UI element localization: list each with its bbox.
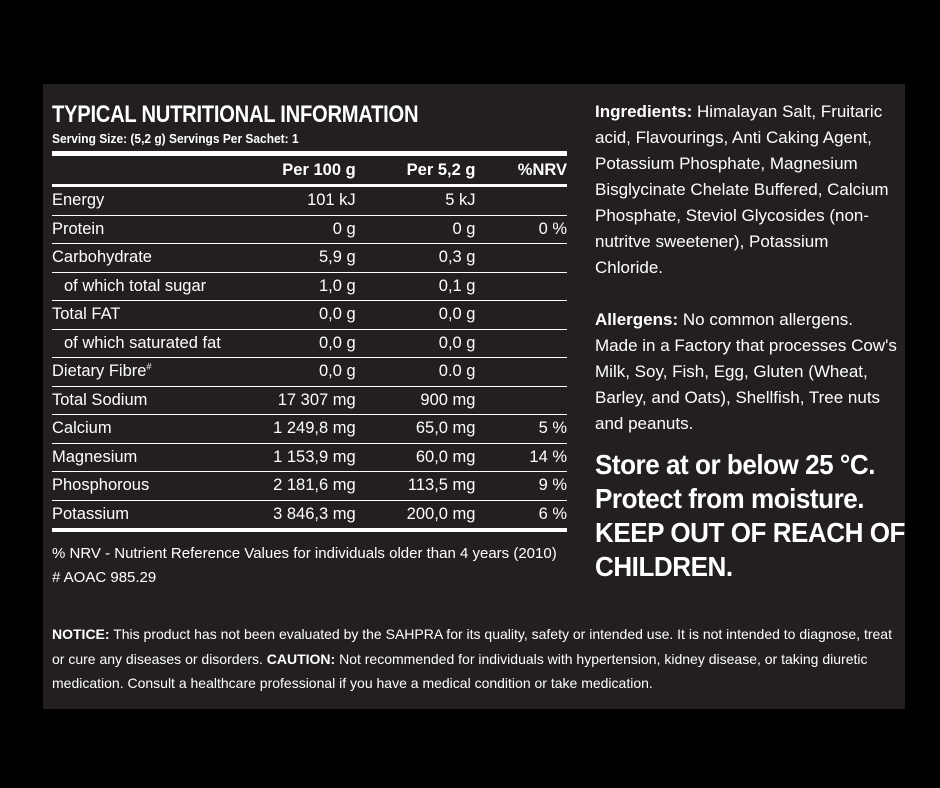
aoac-footnote: # AOAC 985.29: [52, 569, 157, 586]
nutrient-name: [52, 472, 257, 501]
table-row: [52, 472, 567, 501]
storage-line-1: Store at or below 25 °C.: [595, 449, 875, 480]
per-serving-value: 113,5 mg: [407, 476, 476, 495]
nutrition-section: [52, 100, 567, 590]
table-row: [52, 386, 567, 415]
per-serving-value: 0,0 g: [438, 305, 476, 324]
nutrient-label: Magnesium: [52, 447, 138, 466]
per-100g-value: 17 307 mg: [277, 390, 356, 409]
nutrient-name: [52, 215, 257, 244]
per-serving-value: 900 mg: [420, 390, 476, 409]
table-row: [52, 358, 567, 387]
per-serving-value: 65,0 mg: [415, 419, 476, 438]
allergens-text: No common allergens. Made in a Factory that processes Cow's Milk, Soy, Fish, Egg, Gluten (Wheat, Barley, and Oats), Shellfish, Tree nuts and peanuts.: [595, 310, 897, 433]
nutrient-name: [52, 358, 257, 387]
nutrient-name: [52, 500, 257, 530]
nutrient-name: [52, 386, 257, 415]
per-serving-value: 60,0 mg: [415, 447, 476, 466]
header-nutrient: [52, 154, 257, 186]
per-100g-value: 3 846,3 mg: [273, 504, 356, 523]
table-row: [52, 215, 567, 244]
per-100g-value: 0 g: [332, 219, 356, 238]
notice-block: [52, 622, 898, 696]
table-row: [52, 329, 567, 358]
nutrient-label: Total Sodium: [52, 390, 148, 409]
nutrition-title: TYPICAL NUTRITIONAL INFORMATION: [52, 101, 419, 128]
nutrient-name: [52, 329, 257, 358]
nrv-value: [475, 358, 567, 387]
per-100g-value: 0,0 g: [318, 333, 356, 352]
serving-size: Serving Size: (5,2 g) Servings Per Sachet: 1: [52, 131, 299, 146]
table-header-row: [52, 154, 567, 186]
per-100g-value: 101 kJ: [307, 191, 356, 210]
table-row: [52, 443, 567, 472]
nutrient-label: Calcium: [52, 419, 112, 438]
footnote-marker: #: [146, 361, 152, 372]
nutrient-name: [52, 415, 257, 444]
table-row: [52, 244, 567, 273]
per-100g-value: 1 153,9 mg: [273, 447, 356, 466]
per-serving-value: 0.0 g: [438, 362, 476, 381]
per-100g-value: 1 249,8 mg: [273, 419, 356, 438]
nutrient-name: [52, 301, 257, 330]
notice-text: This product has not been evaluated by the SAHPRA for its quality, safety or intended use. It is not intended to diagnose, treat or cure any diseases or disorders.: [52, 626, 892, 667]
nutrient-label: of which total sugar: [64, 276, 207, 295]
table-row: [52, 272, 567, 301]
per-100g-value: 1,0 g: [318, 276, 356, 295]
nrv-value: [475, 329, 567, 358]
nrv-value: 0 %: [538, 219, 567, 238]
storage-line-3: KEEP OUT OF REACH OF: [595, 517, 905, 548]
nrv-footnote: % NRV - Nutrient Reference Values for individuals older than 4 years (2010): [52, 545, 557, 562]
nrv-value: 6 %: [538, 504, 567, 523]
ingredients: [595, 99, 900, 281]
notice-label: NOTICE:: [52, 626, 110, 642]
nrv-value: [475, 244, 567, 273]
nutrient-label: Dietary Fibre: [52, 362, 147, 381]
info-column: [595, 99, 900, 437]
nrv-value: [475, 186, 567, 216]
nrv-value: [475, 272, 567, 301]
nutrient-label: Potassium: [52, 504, 130, 523]
ingredients-label: Ingredients:: [595, 102, 693, 121]
per-serving-value: 5 kJ: [445, 191, 476, 210]
per-100g-value: 0,0 g: [318, 305, 356, 324]
footnotes: [52, 542, 567, 590]
table-row: [52, 186, 567, 216]
table-row: [52, 500, 567, 530]
per-100g-value: 5,9 g: [318, 248, 356, 267]
per-100g-value: 0,0 g: [318, 362, 356, 381]
storage-line-2: Protect from moisture.: [595, 483, 865, 514]
allergens-label: Allergens:: [595, 310, 679, 329]
nutrient-name: [52, 186, 257, 216]
ingredients-text: Himalayan Salt, Fruitaric acid, Flavourings, Anti Caking Agent, Potassium Phosphate, Magnesium Bisglycinate Chelate Buffered, Calcium Phosphate, Steviol Glycosides (non-nutritve sweetener), Potassium Chloride.: [595, 102, 889, 277]
nutrient-label: of which saturated fat: [64, 333, 221, 352]
table-row: [52, 301, 567, 330]
header-nrv: %NRV: [517, 160, 567, 179]
storage-warning: [595, 448, 905, 584]
per-serving-value: 0 g: [452, 219, 476, 238]
nrv-value: 14 %: [529, 447, 567, 466]
nutrition-table: [52, 151, 567, 532]
nutrient-label: Energy: [52, 191, 105, 210]
nrv-value: 5 %: [538, 419, 567, 438]
table-row: [52, 415, 567, 444]
per-serving-value: 0,0 g: [438, 333, 476, 352]
nutrient-name: [52, 272, 257, 301]
nutrient-label: Protein: [52, 219, 105, 238]
nutrient-name: [52, 443, 257, 472]
per-serving-value: 0,3 g: [438, 248, 476, 267]
nutrient-label: Carbohydrate: [52, 248, 152, 267]
allergens: [595, 307, 900, 437]
per-serving-value: 0,1 g: [438, 276, 476, 295]
header-per-serving: Per 5,2 g: [406, 160, 476, 179]
storage-line-4: CHILDREN.: [595, 551, 733, 582]
nutrient-name: [52, 244, 257, 273]
header-per-100g: Per 100 g: [282, 160, 356, 179]
per-serving-value: 200,0 mg: [406, 504, 476, 523]
nrv-value: 9 %: [538, 476, 567, 495]
nutrient-label: Total FAT: [52, 305, 121, 324]
nrv-value: [475, 301, 567, 330]
caution-label: CAUTION:: [266, 650, 336, 667]
caution-text: Not recommended for individuals with hypertension, kidney disease, or taking diuretic medication. Consult a healthcare professional if you have a medical condition or take medication.: [52, 650, 868, 691]
nutrient-label: Phosphorous: [52, 476, 150, 495]
per-100g-value: 2 181,6 mg: [273, 476, 356, 495]
nrv-value: [475, 386, 567, 415]
